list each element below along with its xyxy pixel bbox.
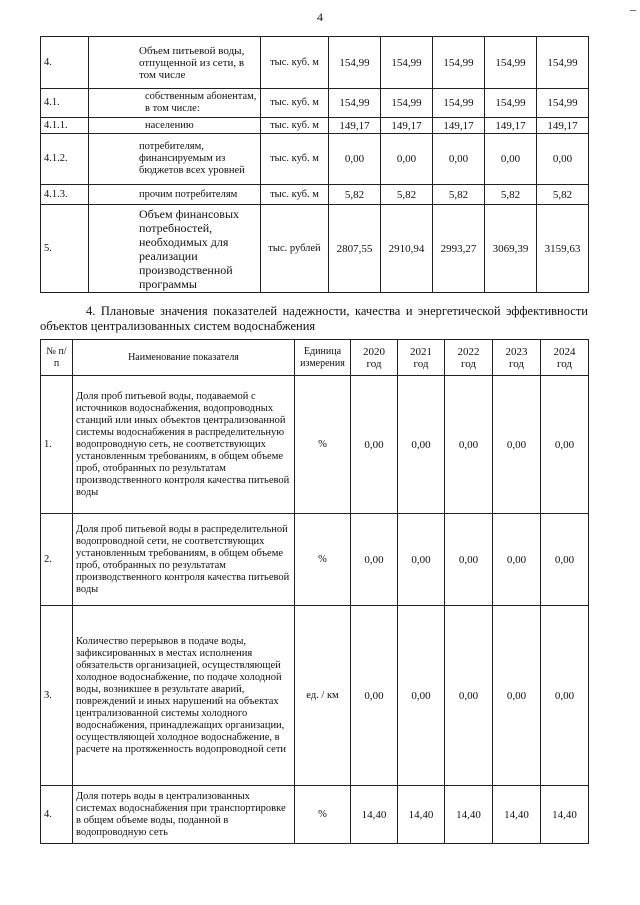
value-cell: 3159,63 <box>537 205 589 293</box>
row-name: потребителям, финансируемым из бюджетов всех уровней <box>89 134 261 185</box>
value-cell: 0,00 <box>445 514 493 606</box>
value-cell: 0,00 <box>351 376 398 514</box>
value-cell: 14,40 <box>493 786 541 844</box>
row-unit: тыс. куб. м <box>261 37 329 89</box>
value-cell: 154,99 <box>485 37 537 89</box>
col-header-number: № п/п <box>41 340 73 376</box>
col-header-unit: Единица измерения <box>295 340 351 376</box>
value-cell: 0,00 <box>398 376 445 514</box>
col-header-name: Наименование показателя <box>73 340 295 376</box>
value-cell: 3069,39 <box>485 205 537 293</box>
row-unit: тыс. куб. м <box>261 185 329 205</box>
value-cell: 0,00 <box>445 376 493 514</box>
table-row <box>41 89 589 118</box>
table-row <box>41 37 589 89</box>
value-cell: 0,00 <box>433 134 485 185</box>
row-number: 3. <box>41 606 73 786</box>
value-cell: 154,99 <box>381 89 433 118</box>
col-header-year: 2020 год <box>351 340 398 376</box>
row-unit: тыс. куб. м <box>261 89 329 118</box>
value-cell: 0,00 <box>541 376 589 514</box>
value-cell: 154,99 <box>433 89 485 118</box>
row-name: Доля потерь воды в централизованных системах водоснабжения при транспортировке в общем объеме воды, поданной в водопроводную сеть <box>73 786 295 844</box>
value-cell: 0,00 <box>541 514 589 606</box>
value-cell: 0,00 <box>381 134 433 185</box>
corner-mark: – <box>630 2 636 16</box>
value-cell: 2910,94 <box>381 205 433 293</box>
value-cell: 149,17 <box>381 118 433 134</box>
value-cell: 5,82 <box>381 185 433 205</box>
page-number: 4 <box>317 10 323 24</box>
value-cell: 154,99 <box>433 37 485 89</box>
row-number: 4.1.3. <box>41 185 89 205</box>
row-name: Объем финансовых потребностей, необходимых для реализации производственной программы <box>89 205 261 293</box>
row-unit: тыс. рублей <box>261 205 329 293</box>
row-number: 4. <box>41 786 73 844</box>
row-number: 4.1. <box>41 89 89 118</box>
value-cell: 149,17 <box>537 118 589 134</box>
value-cell: 14,40 <box>351 786 398 844</box>
value-cell: 0,00 <box>329 134 381 185</box>
value-cell: 14,40 <box>541 786 589 844</box>
row-number: 2. <box>41 514 73 606</box>
value-cell: 14,40 <box>445 786 493 844</box>
col-header-year: 2022 год <box>445 340 493 376</box>
value-cell: 154,99 <box>485 89 537 118</box>
row-name: населению <box>89 118 261 134</box>
value-cell: 0,00 <box>351 606 398 786</box>
row-unit: % <box>295 786 351 844</box>
value-cell: 5,82 <box>485 185 537 205</box>
row-unit: ед. / км <box>295 606 351 786</box>
value-cell: 154,99 <box>537 89 589 118</box>
value-cell: 5,82 <box>433 185 485 205</box>
row-unit: тыс. куб. м <box>261 134 329 185</box>
value-cell: 2807,55 <box>329 205 381 293</box>
row-name: Доля проб питьевой воды в распределительной водопроводной сети, не соответствующих установленным требованиям, в общем объеме проб, отобранных по результатам производственного контроля качества питьевой воды <box>73 514 295 606</box>
production-volume-table <box>40 36 589 293</box>
indicators-table <box>40 339 589 844</box>
value-cell: 154,99 <box>329 89 381 118</box>
value-cell: 0,00 <box>398 514 445 606</box>
value-cell: 0,00 <box>493 376 541 514</box>
row-name: Объем питьевой воды, отпущенной из сети, в том числе <box>89 37 261 89</box>
value-cell: 0,00 <box>445 606 493 786</box>
value-cell: 0,00 <box>493 606 541 786</box>
row-name: прочим потребителям <box>89 185 261 205</box>
value-cell: 0,00 <box>351 514 398 606</box>
row-number: 4.1.2. <box>41 134 89 185</box>
table-row <box>41 185 589 205</box>
table-row <box>41 376 589 514</box>
table-header-row <box>41 340 589 376</box>
value-cell: 0,00 <box>541 606 589 786</box>
value-cell: 5,82 <box>537 185 589 205</box>
value-cell: 0,00 <box>485 134 537 185</box>
value-cell: 0,00 <box>537 134 589 185</box>
value-cell: 0,00 <box>493 514 541 606</box>
row-name: Количество перерывов в подаче воды, зафиксированных в местах исполнения обязательств организацией, осуществляющей холодное водоснабжение, по подаче холодной воды, возникшее в результате аварий, повреждений и иных нарушений на объектах централизованной системы холодного водоснабжения, принадлежащих организации, осуществляющей холодное водоснабжение, в расчете на протяженность водопроводной сети <box>73 606 295 786</box>
row-unit: тыс. куб. м <box>261 118 329 134</box>
value-cell: 154,99 <box>381 37 433 89</box>
value-cell: 5,82 <box>329 185 381 205</box>
row-name: собственным абонентам, в том числе: <box>89 89 261 118</box>
table-row <box>41 118 589 134</box>
row-unit: % <box>295 514 351 606</box>
value-cell: 149,17 <box>329 118 381 134</box>
row-number: 1. <box>41 376 73 514</box>
value-cell: 154,99 <box>537 37 589 89</box>
value-cell: 2993,27 <box>433 205 485 293</box>
value-cell: 14,40 <box>398 786 445 844</box>
table-row <box>41 606 589 786</box>
row-name: Доля проб питьевой воды, подаваемой с источников водоснабжения, водопроводных станций или иных объектов централизованной системы водоснабжения в распределительную водопроводную сеть, не соответствующих установленным требованиям, в общем объеме проб, отобранных по результатам производственного контроля качества питьевой воды <box>73 376 295 514</box>
value-cell: 0,00 <box>398 606 445 786</box>
table-row <box>41 786 589 844</box>
row-number: 4. <box>41 37 89 89</box>
table-row <box>41 205 589 293</box>
col-header-year: 2021 год <box>398 340 445 376</box>
col-header-year: 2024 год <box>541 340 589 376</box>
col-header-year: 2023 год <box>493 340 541 376</box>
row-number: 5. <box>41 205 89 293</box>
value-cell: 149,17 <box>485 118 537 134</box>
table-row <box>41 514 589 606</box>
value-cell: 149,17 <box>433 118 485 134</box>
row-number: 4.1.1. <box>41 118 89 134</box>
table-row <box>41 134 589 185</box>
value-cell: 154,99 <box>329 37 381 89</box>
section-heading: 4. Плановые значения показателей надежности, качества и энергетической эффективности объектов централизованных систем водоснабжения <box>40 304 588 333</box>
row-unit: % <box>295 376 351 514</box>
